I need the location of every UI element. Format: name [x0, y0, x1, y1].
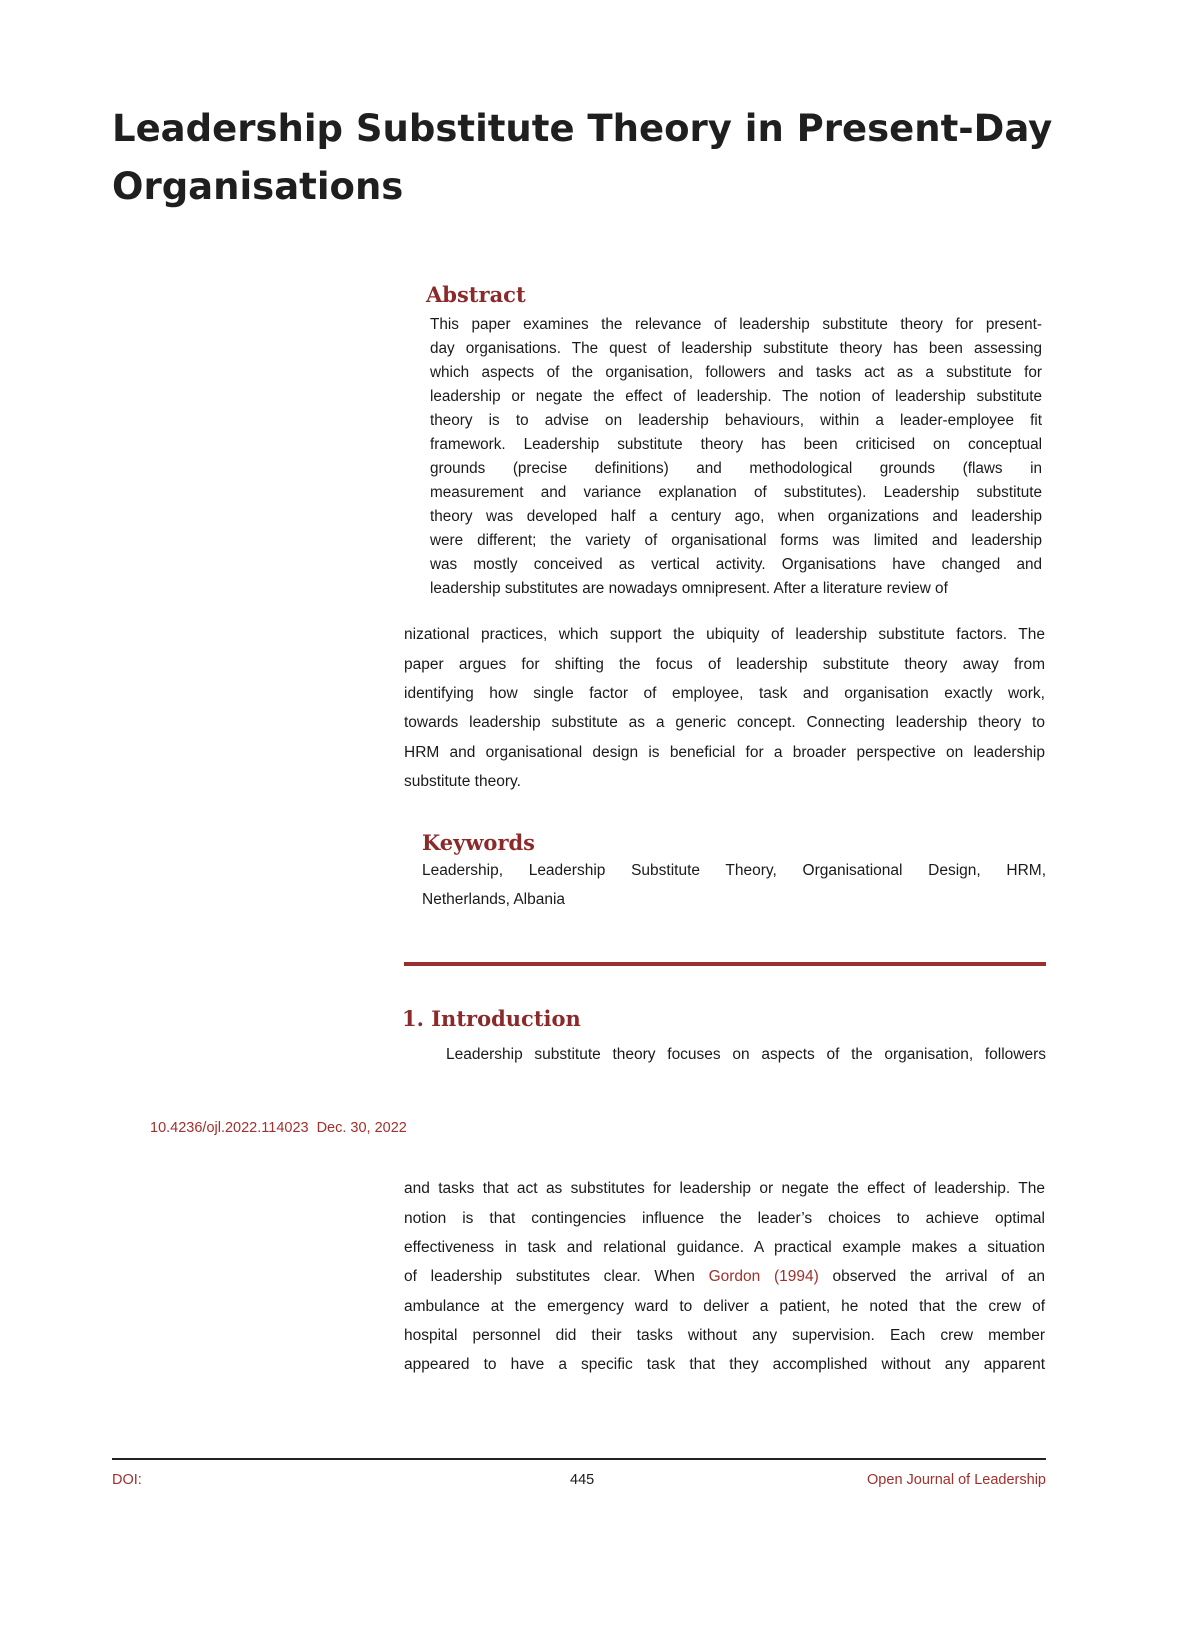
citation-link[interactable]: Gordon (1994)	[708, 1268, 819, 1285]
article-doi-date	[150, 1120, 407, 1136]
abstract-line: theory is to advise on leadership behaviours, within a leader-employee fit	[430, 412, 1042, 429]
abstract-line: grounds (precise definitions) and methodological grounds (flaws in	[430, 460, 1042, 477]
paper-title	[112, 100, 1112, 216]
paper-title-line-2: Organisations	[112, 165, 404, 208]
keywords-line: Leadership, Leadership Substitute Theory, Organisational Design, HRM,	[422, 862, 1046, 879]
keywords-heading: Keywords	[422, 830, 536, 855]
footer-journal-name[interactable]: Open Journal of Leadership	[867, 1472, 1046, 1488]
abstract-continuation-line: towards leadership substitute as a generic concept. Connecting leadership theory to	[404, 714, 1045, 731]
introduction-first-line: Leadership substitute theory focuses on aspects of the organisation, followers	[446, 1046, 1046, 1063]
abstract-line: measurement and variance explanation of substitutes). Leadership substitute	[430, 484, 1042, 501]
introduction-line-with-citation	[404, 1268, 1045, 1286]
article-date: Dec. 30, 2022	[316, 1120, 407, 1136]
introduction-line-text: of leadership substitutes clear. When	[404, 1268, 709, 1285]
introduction-line: effectiveness in task and relational guidance. A practical example makes a situation	[404, 1239, 1045, 1256]
introduction-line: ambulance at the emergency ward to deliver a patient, he noted that the crew of	[404, 1298, 1045, 1315]
abstract-continuation-line: paper argues for shifting the focus of leadership substitute theory away from	[404, 656, 1045, 673]
footer-doi-label: DOI:	[112, 1472, 142, 1488]
introduction-line-text: observed the arrival of an	[818, 1268, 1045, 1285]
abstract-heading: Abstract	[426, 282, 526, 307]
abstract-continuation-line: HRM and organisational design is beneficial for a broader perspective on leadership	[404, 744, 1045, 761]
abstract-continuation-line: nizational practices, which support the ubiquity of leadership substitute factors. The	[404, 626, 1045, 643]
introduction-line: notion is that contingencies influence the leader’s choices to achieve optimal	[404, 1210, 1045, 1227]
abstract-continuation-line: substitute theory.	[404, 773, 521, 790]
abstract-line: was mostly conceived as vertical activity. Organisations have changed and	[430, 556, 1042, 573]
abstract-line: which aspects of the organisation, followers and tasks act as a substitute for	[430, 364, 1042, 381]
abstract-line: leadership or negate the effect of leadership. The notion of leadership substitute	[430, 388, 1042, 405]
paper-title-line-1: Leadership Substitute Theory in Present-Day	[112, 107, 1053, 150]
introduction-line: hospital personnel did their tasks without any supervision. Each crew member	[404, 1327, 1045, 1344]
abstract-line: leadership substitutes are nowadays omnipresent. After a literature review of	[430, 580, 948, 597]
keywords-line: Netherlands, Albania	[422, 891, 566, 908]
abstract-line: were different; the variety of organisational forms was limited and leadership	[430, 532, 1042, 549]
footer-divider	[112, 1458, 1046, 1460]
abstract-line: theory was developed half a century ago, when organizations and leadership	[430, 508, 1042, 525]
footer-page-number: 445	[570, 1472, 595, 1488]
introduction-line: and tasks that act as substitutes for leadership or negate the effect of leadership. The	[404, 1180, 1045, 1197]
abstract-line: day organisations. The quest of leadership substitute theory has been assessing	[430, 340, 1042, 357]
section-divider	[404, 962, 1046, 966]
article-doi: 10.4236/ojl.2022.114023	[150, 1120, 309, 1136]
abstract-continuation-line: identifying how single factor of employee, task and organisation exactly work,	[404, 685, 1045, 702]
abstract-line: framework. Leadership substitute theory has been criticised on conceptual	[430, 436, 1042, 453]
introduction-heading: 1. Introduction	[402, 1006, 581, 1031]
introduction-line: appeared to have a specific task that they accomplished without any apparent	[404, 1356, 1045, 1373]
abstract-line: This paper examines the relevance of leadership substitute theory for present-	[430, 316, 1042, 333]
